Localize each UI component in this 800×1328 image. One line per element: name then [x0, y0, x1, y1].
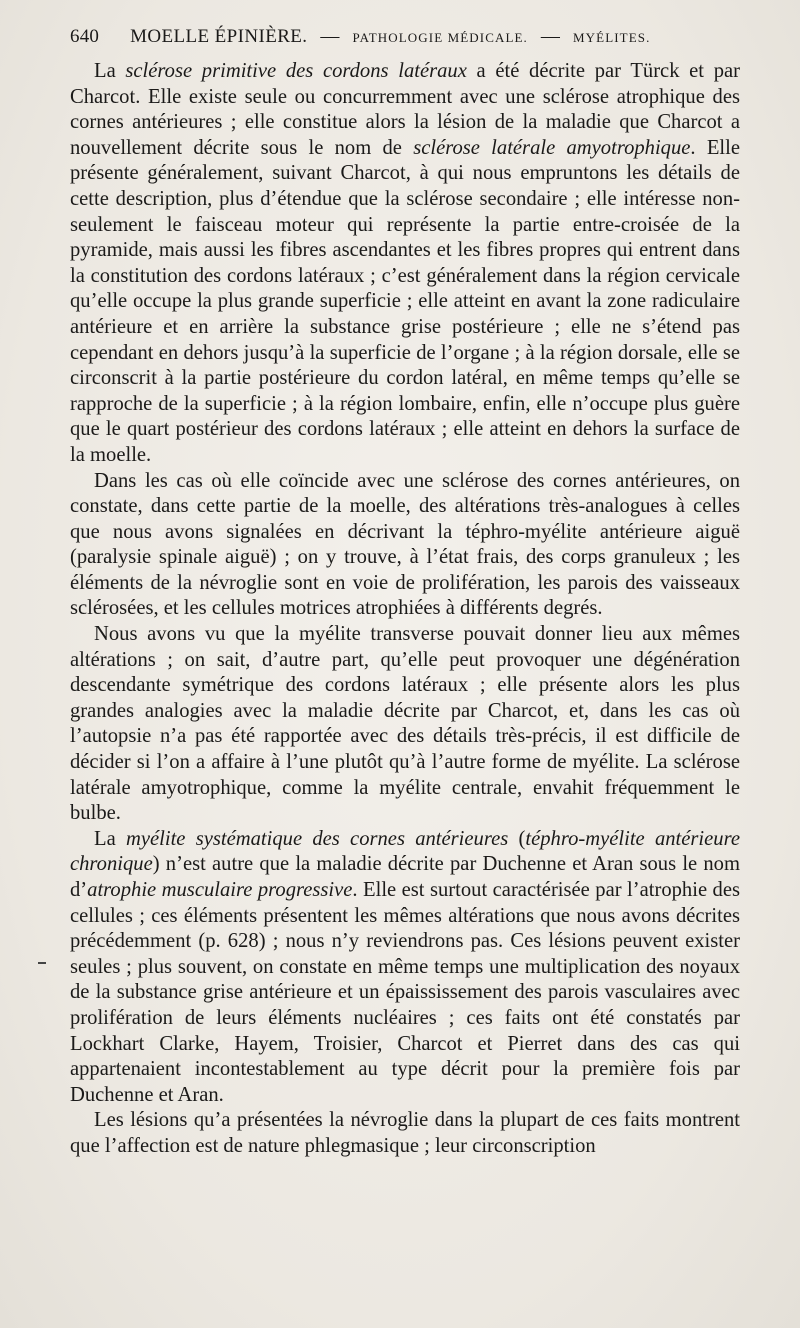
subsection-title: MYÉLITES.: [573, 30, 651, 45]
header-separator: —: [540, 26, 561, 47]
italic-term: sclérose latérale amyotrophique: [413, 136, 691, 159]
paragraph: [70, 469, 740, 623]
text-run: La: [94, 827, 126, 850]
section-title: PATHOLOGIE MÉDICALE.: [352, 30, 528, 45]
italic-term: myélite systématique des cornes antérieures: [125, 827, 509, 850]
paragraph: [70, 59, 740, 469]
text-run: . Elle présente généralement, suivant Charcot, à qui nous empruntons les détails de cette description, plus d’étendue que la sclérose secondaire ; elle intéresse non-seulement le faisceau moteur qui représente la partie entre-croisée de la pyramide, mais aussi les fibres ascendantes et les fibres propres qui entrent dans la constitution des cordons latéraux ; c’est généralement dans la région cervicale qu’elle occupe la plus grande superficie ; elle atteint en avant la zone radiculaire antérieure et en arrière la substance grise postérieure ; elle ne s’étend pas cependant en dehors jusqu’à la superficie de l’organe ; à la région dorsale, elle se circonscrit à la partie postérieure du cordon latéral, en même temps qu’elle se rapproche de la superficie ; à la région lombaire, enfin, elle n’occupe plus guère que le quart postérieur des cordons latéraux ; elle atteint en dehors la surface de la moelle.: [70, 136, 740, 466]
paragraph: [70, 1108, 740, 1159]
paragraph: [70, 827, 740, 1109]
text-run: . Elle est surtout caractérisée par l’atrophie des cellules ; ces éléments présentent les mêmes altérations que nous avons décrites précédemment (p. 628) ; nous n’y reviendrons pas. Ces lésions peuvent exister seules ; plus souvent, on constate en même temps une multiplication des noyaux de la substance grise antérieure et un épaississement des parois vasculaires avec prolifération de leurs éléments nucléaires ; ces faits ont été constatés par Lockhart Clarke, Hayem, Troisier, Charcot et Pierret dans des cas qui appartenaient incontestablement au type décrit pour la première fois par Duchenne et Aran.: [70, 879, 740, 1106]
running-header: [70, 26, 670, 52]
paragraph: [70, 622, 740, 827]
text-run: ) n’est autre que la maladie décrite par Duchenne et Aran sous le nom d’: [70, 853, 740, 901]
text-run: Les lésions qu’a présentées la névroglie dans la plupart de ces faits montrent que l’affection est de nature phlegmasique ; leur circonscription: [70, 1109, 740, 1157]
italic-term: sclérose primitive des cordons latéraux: [125, 60, 467, 82]
text-run: Dans les cas où elle coïncide avec une sclérose des cornes antérieures, on constate, dans cette partie de la moelle, des altérations très-analogues à celles que nous avons signalées en décrivant la téphro-myélite antérieure aiguë (paralysie spinale aiguë) ; on y trouve, à l’état frais, des corps granuleux ; les éléments de la névroglie sont en voie de prolifération, les parois des vaisseaux sclérosées, et les cellules motrices atrophiées à différents degrés.: [70, 469, 740, 620]
body-text: [70, 59, 740, 1160]
italic-term: téphro-myélite antérieure chronique: [70, 827, 740, 876]
text-run: a été décrite par Türck et par Charcot. Elle existe seule ou concurremment avec une sclérose atrophique des cornes antérieures ; elle constitue alors la lésion de la maladie que Charcot a nouvellement décrite sous le nom de: [70, 60, 740, 159]
header-separator: —: [320, 26, 340, 47]
italic-term: atrophie musculaire progressive: [87, 879, 353, 901]
page-number: 640: [70, 26, 100, 47]
running-title: MOELLE ÉPINIÈRE.: [130, 26, 308, 47]
text-run: (: [508, 827, 526, 850]
text-run: Nous avons vu que la myélite transverse pouvait donner lieu aux mêmes altérations ; on sait, d’autre part, qu’elle peut provoquer une dégénération descendante symétrique des cordons latéraux ; elle présente alors les plus grandes analogies avec la maladie décrite par Charcot, et, dans les cas où l’autopsie n’a pas été rapportée avec des détails très-précis, il est difficile de décider si l’on a affaire à l’une plutôt qu’à l’autre forme de myélite. La sclérose latérale amyotrophique, comme la myélite centrale, envahit fréquemment le bulbe.: [70, 623, 740, 825]
margin-mark: [38, 962, 46, 964]
text-run: La: [94, 60, 126, 82]
